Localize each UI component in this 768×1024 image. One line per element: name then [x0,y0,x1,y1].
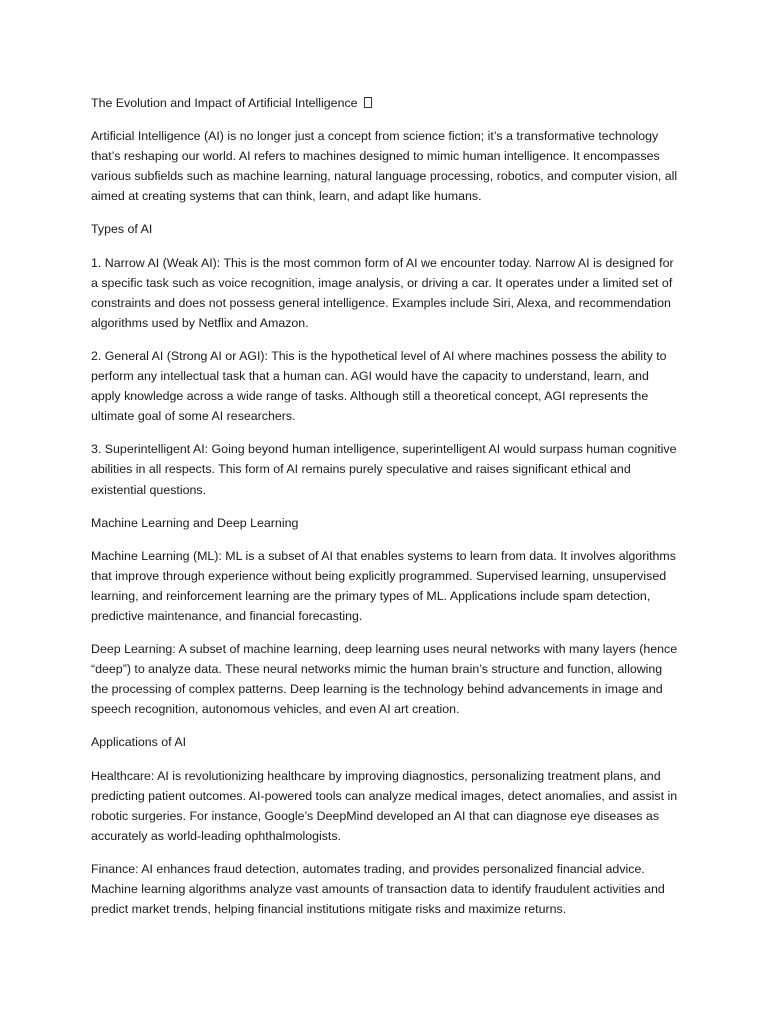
section-heading-types: Types of AI [91,222,153,237]
general-ai-paragraph: 2. General AI (Strong AI or AGI): This is the hypothetical level of AI where machines possess the ability to perform any intellectual task that a human can. AGI would have the capacity to understand, learn, and apply knowledge across a wide range of tasks. Although still a theoretical concept, AGI represents the ultimate goal of some AI researchers. [91,348,667,424]
missing-glyph-icon [364,97,372,108]
section-heading-ml-dl: Machine Learning and Deep Learning [91,515,299,530]
document-title-text: The Evolution and Impact of Artificial Intelligence [91,96,358,110]
narrow-ai-paragraph: 1. Narrow AI (Weak AI): This is the most common form of AI we encounter today. Narrow AI is designed for a specific task such as voice recognition, image analysis, or driving a car. It operates under a limited set of constraints and does not possess general intelligence. Examples include Siri, Alexa, and recommendation algorithms used by Netflix and Amazon. [91,255,674,330]
finance-paragraph: Finance: AI enhances fraud detection, automates trading, and provides personalized financial advice. Machine learning algorithms analyze vast amounts of transaction data to identify fraudulent activities and predict market trends, helping financial institutions mitigate risks and maximize returns. [91,861,665,917]
section-heading-applications: Applications of AI [91,735,187,750]
machine-learning-paragraph: Machine Learning (ML): ML is a subset of AI that enables systems to learn from data. It involves algorithms that improve through experience without being explicitly programmed. Supervised learning, unsupervised learning, and reinforcement learning are the primary types of ML. Applications include spam detection, predictive maintenance, and financial forecasting. [91,548,676,623]
superintelligent-ai-paragraph: 3. Superintelligent AI: Going beyond human intelligence, superintelligent AI would surpass human cognitive abilities in all respects. This form of AI remains purely speculative and raises significant ethical and existential questions. [91,442,677,497]
intro-paragraph: Artificial Intelligence (AI) is no longer just a concept from science fiction; it’s a transformative technology that’s reshaping our world. AI refers to machines designed to mimic human intelligence. It encompasses various subfields such as machine learning, natural language processing, robotics, and computer vision, all aimed at creating systems that can think, learn, and adapt like humans. [91,129,678,204]
deep-learning-paragraph: Deep Learning: A subset of machine learning, deep learning uses neural networks with many layers (hence “deep”) to analyze data. These neural networks mimic the human brain’s structure and function, allowing the processing of complex patterns. Deep learning is the technology behind advancements in image and speech recognition, autonomous vehicles, and even AI art creation. [91,642,678,717]
healthcare-paragraph: Healthcare: AI is revolutionizing healthcare by improving diagnostics, personalizing treatment plans, and predicting patient outcomes. AI-powered tools can analyze medical images, detect anomalies, and assist in robotic surgeries. For instance, Google’s DeepMind developed an AI that can diagnose eye diseases as accurately as world-leading ophthalmologists. [91,768,678,843]
document-title [91,93,680,113]
